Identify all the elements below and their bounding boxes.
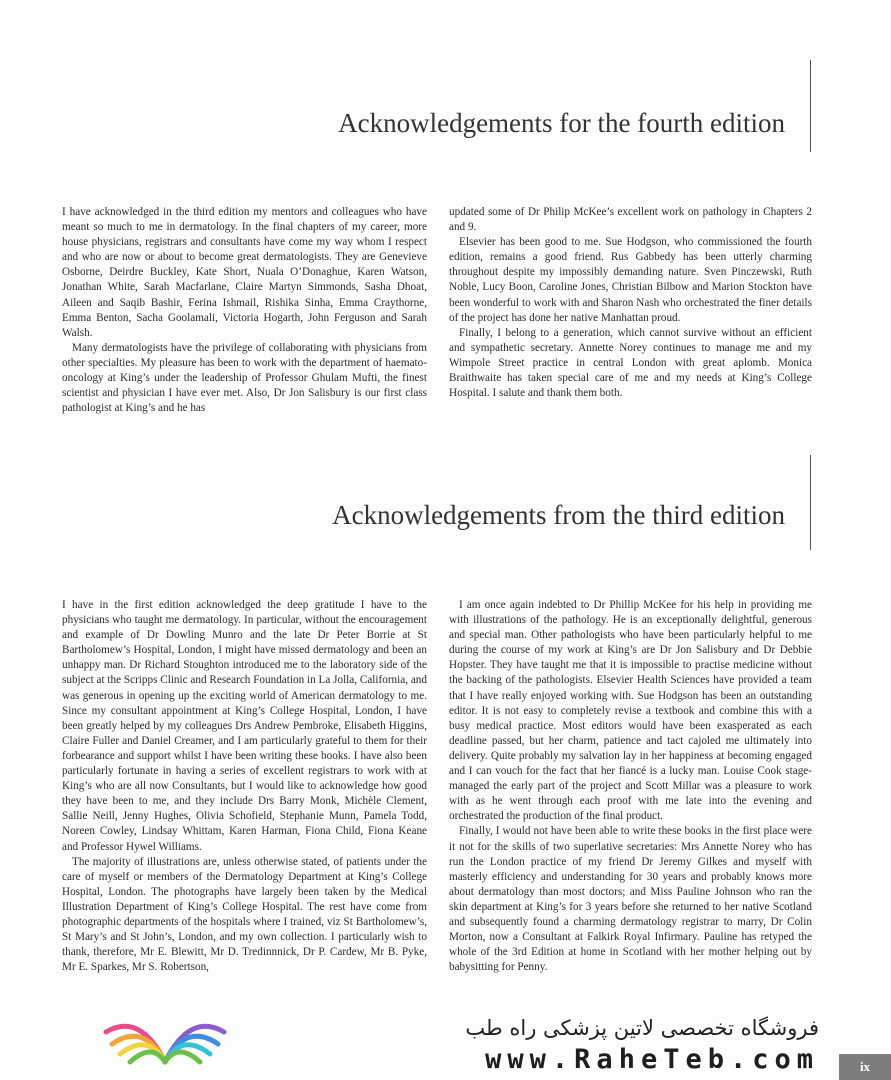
paragraph: updated some of Dr Philip McKee’s excellent work on pathology in Chapters 2 and 9. bbox=[449, 206, 812, 234]
open-book-rainbow-logo-icon bbox=[100, 1004, 230, 1079]
footer bbox=[0, 992, 891, 1080]
paragraph: Finally, I would not have been able to write these books in the first place were it not for the skills of two superlative secretaries: Mrs Annette Norey who has run the London practice of my friend Dr Jeremy Gilkes and myself with masterly efficiency and understanding for 30 years and probably knows more about dermatology than most doctors; and Miss Pauline Johnson who ran the skin department at King’s for 3 years before she returned to her native Scotland and subsequently found a charming dermatology registrar to marry, Dr Colin Morton, now a Consultant at Falkirk Royal Infirmary. Pauline has retyped the whole of the 3rd Edition at home in Scotland with her mother helping out by babysitting for Penny. bbox=[449, 825, 812, 974]
paragraph: Elsevier has been good to me. Sue Hodgson, who commissioned the fourth edition, remains a good friend. Rus Gabbedy has been utterly charming throughout despite my impossibly demanding nature. Sven Pinczewski, Ruth Noble, Lucy Boon, Caroline Jones, Christian Bilbow and Marion Stockton have been wonderful to work with and Sharon Nash who orchestrated the finer details of the project has done her native Manhattan proud. bbox=[449, 236, 812, 324]
third-edition-left-column bbox=[62, 598, 427, 975]
paragraph: I have acknowledged in the third edition my mentors and colleagues who have meant so much to me in dermatology. In the final chapters of my career, more house physicians, registrars and consultants have come my way whom I respect and who are now or about to become great dermatologists. They are Genevieve Osborne, Deirdre Buckley, Kate Short, Nuala O’Donaghue, Karen Watson, Jonathan White, Sarah Macfarlane, Claire Martyn Simmonds, Sasha Dhoat, Aileen and Saqib Bashir, Ferina Ishmail, Rishika Sinha, Emma Craythorne, Emma Benton, Sacha Goolamali, Victoria Hogarth, John Ferguson and Sarah Walsh. bbox=[62, 206, 427, 339]
paragraph: Many dermatologists have the privilege of collaborating with physicians from other specialties. My pleasure has been to work with the department of haemato-oncology at King’s under the leadership of Professor Ghulam Mufti, the finest scientist and physician I have ever met. Also, Dr Jon Salisbury is our first class pathologist at King’s and he has bbox=[62, 341, 427, 415]
third-edition-title: Acknowledgements from the third edition bbox=[332, 500, 785, 530]
paragraph: Finally, I belong to a generation, which cannot survive without an efficient and sympathetic secretary. Annette Norey continues to manage me and my Wimpole Street practice in central London with great aplomb. Monica Braithwaite has taken special care of me and my needs at King’s College Hospital. I salute and thank them both. bbox=[449, 326, 812, 400]
third-edition-right-column bbox=[449, 598, 812, 975]
store-name: فروشگاه تخصصی لاتین پزشکی راه طب bbox=[465, 1016, 819, 1040]
paragraph: The majority of illustrations are, unless otherwise stated, of patients under the care of myself or members of the Dermatology Department at King’s College Hospital, London. The photographs have largely been taken by the Medical Illustration Department of King’s College Hospital. The rest have come from photographic departments of the hospitals where I trained, viz St Bartholomew’s, St Mary’s and St John’s, London, and my own collection. I particularly wish to thank, therefore, Mr E. Blewitt, Mr D. Tredinnnick, Dr P. Cardew, Mr B. Pyke, Mr E. Sparkes, Mr S. Robertson, bbox=[62, 855, 427, 974]
decorative-vertical-rule bbox=[810, 60, 811, 152]
fourth-edition-left-column bbox=[62, 205, 427, 416]
decorative-vertical-rule bbox=[810, 455, 811, 550]
page-number: ix bbox=[839, 1054, 891, 1080]
paragraph: I have in the first edition acknowledged the deep gratitude I have to the physicians who taught me dermatology. In particular, without the encouragement and example of Dr Dowling Munro and the late Dr Peter Borrie at St Bartholomew’s Hospital, London, I might have missed dermatology and been an unhappy man. Dr Richard Stoughton introduced me to the laboratory side of the subject at the Scripps Clinic and Research Foundation in La Jolla, California, and was generous in opening up the exciting world of American dermatology to me. Since my consultant appointment at King’s College Hospital, London, I have been greatly helped by my colleagues Drs Andrew Pembroke, Elisabeth Higgins, Claire Fuller and Daniel Creamer, and I am particularly grateful to them for their forbearance and support whilst I have been writing these books. I have also been particularly fortunate in having a series of excellent registrars to work with at King’s who are all now Consultants, but I would like to acknowledge how good they have been to me, and they include Drs Barry Monk, Michèle Clement, Sallie Neill, Jenny Hughes, Olivia Schofield, Stephanie Munn, Pamela Todd, Noreen Cowley, Lindsay Whittam, Karen Harman, Fiona Child, Fiona Keane and Professor Hywel Williams. bbox=[62, 599, 427, 853]
fourth-edition-right-column bbox=[449, 205, 812, 401]
store-url-link[interactable]: www.RaheTeb.com bbox=[485, 1044, 819, 1075]
paragraph: I am once again indebted to Dr Phillip McKee for his help in providing me with illustrations of the pathology. He is an exceptionally delightful, generous and special man. Other pathologists who have been particularly helpful to me during the course of my work at King’s are Dr Jon Salisbury and Dr Debbie Hopster. They have taught me that it is impossible to practise medicine without the backing of the pathologists. Elsevier Health Sciences have provided a team that I have really enjoyed working with. Sue Hodgson has been an outstanding editor. It is not easy to completely revise a textbook and combine this with a busy medical practice. Most editors would have been exasperated as each deadline passed, but her charm, patience and tact cajoled me ultimately into delivery. Quite probably my salvation lay in her happiness at becoming engaged and I can vouch for the fact that her fiancé is a lucky man. Louise Cook stage-managed the early part of the project and Scott Millar was a pleasure to work with as he went through each proof with me late into the evening and orchestrated the production of the final product. bbox=[449, 599, 812, 823]
fourth-edition-title: Acknowledgements for the fourth edition bbox=[338, 108, 785, 138]
